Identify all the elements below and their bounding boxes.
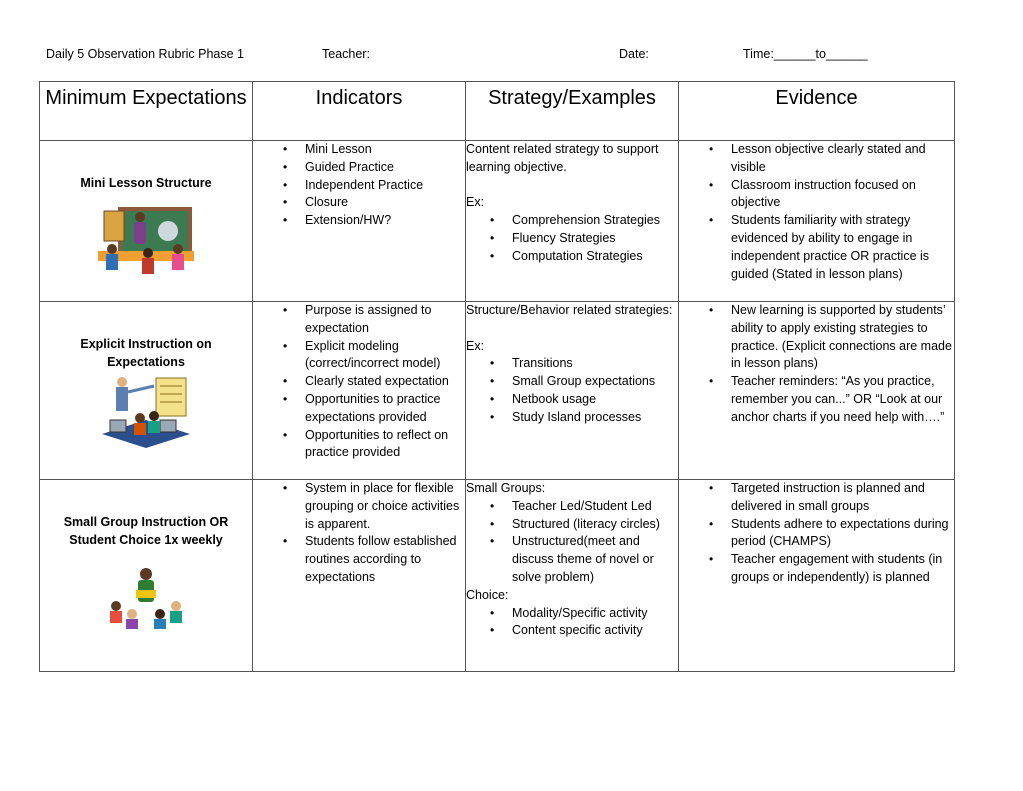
minimum-label: Small Group Instruction OR Student Choice 1x weekly xyxy=(63,515,229,547)
teacher-at-board-clipart xyxy=(96,205,196,277)
list-item: • Opportunities to reflect on practice provided xyxy=(253,427,465,463)
teacher-reading-to-group-clipart xyxy=(106,566,186,630)
teacher-label: Teacher: xyxy=(322,47,370,61)
list-item: • Explicit modeling (correct/incorrect model) xyxy=(253,338,465,374)
list-item: • Computation Strategies xyxy=(466,248,678,266)
list-item: • Opportunities to practice expectations provided xyxy=(253,391,465,427)
table-row xyxy=(40,480,955,672)
strategy-cell xyxy=(466,480,679,672)
indicators-cell xyxy=(253,141,466,302)
rubric-title: Daily 5 Observation Rubric Phase 1 xyxy=(46,47,245,61)
strategy-intro: Structure/Behavior related strategies: xyxy=(466,303,673,317)
list-item: • Purpose is assigned to expectation xyxy=(253,302,465,338)
list-item: • Lesson objective clearly stated and visible xyxy=(679,141,954,177)
list-item: • System in place for flexible grouping or choice activities is apparent. xyxy=(253,480,465,533)
evidence-cell xyxy=(679,302,955,480)
list-item: • Targeted instruction is planned and delivered in small groups xyxy=(679,480,954,516)
table-row xyxy=(40,302,955,480)
list-item: • Students familiarity with strategy evidenced by ability to engage in independent practice OR practice is guided (Stated in lesson plans) xyxy=(679,212,954,283)
list-item: • Comprehension Strategies xyxy=(466,212,678,230)
minimum-label: Explicit Instruction on Expectations xyxy=(80,337,212,369)
col-header-strategy: Strategy/Examples xyxy=(466,82,679,141)
list-item: • Extension/HW? xyxy=(253,212,465,230)
list-item: • Students follow established routines according to expectations xyxy=(253,533,465,586)
table-row xyxy=(40,141,955,302)
list-item: • Teacher Led/Student Led xyxy=(466,498,678,516)
strategy-cell xyxy=(466,141,679,302)
teacher-pointing-chart-clipart xyxy=(100,374,192,450)
list-item: • Transitions xyxy=(466,355,678,373)
list-item: • Mini Lesson xyxy=(253,141,465,159)
list-item: • Netbook usage xyxy=(466,391,678,409)
col-header-indicators: Indicators xyxy=(253,82,466,141)
indicators-cell xyxy=(253,302,466,480)
strategy-cell xyxy=(466,302,679,480)
list-item: • Small Group expectations xyxy=(466,373,678,391)
strategy-choice-label: Choice: xyxy=(466,587,509,602)
list-item: • Study Island processes xyxy=(466,409,678,427)
list-item: • Content specific activity xyxy=(466,622,678,640)
strategy-intro: Small Groups: xyxy=(466,481,546,495)
header-row xyxy=(40,82,955,141)
list-item: • Clearly stated expectation xyxy=(253,373,465,391)
rubric-table xyxy=(39,81,955,672)
list-item: • Independent Practice xyxy=(253,177,465,195)
minimum-label: Mini Lesson Structure xyxy=(80,176,212,190)
minimum-cell xyxy=(40,480,253,672)
col-header-minimum: Minimum Expectations xyxy=(40,82,253,141)
date-label: Date: xyxy=(619,47,649,61)
strategy-intro: Content related strategy to support learning objective. xyxy=(466,142,659,174)
list-item: • Unstructured(meet and discuss theme of novel or solve problem) xyxy=(466,533,678,586)
list-item: • Classroom instruction focused on objective xyxy=(679,177,954,213)
minimum-cell xyxy=(40,141,253,302)
evidence-cell xyxy=(679,480,955,672)
list-item: • Closure xyxy=(253,194,465,212)
list-item: • Fluency Strategies xyxy=(466,230,678,248)
minimum-cell xyxy=(40,302,253,480)
col-header-evidence: Evidence xyxy=(679,82,955,141)
evidence-cell xyxy=(679,141,955,302)
list-item: • Modality/Specific activity xyxy=(466,605,678,623)
strategy-ex-label: Ex: xyxy=(466,338,485,353)
list-item: • New learning is supported by students’ ability to apply existing strategies to practice. (Explicit connections are made in lesson plans) xyxy=(679,302,954,373)
list-item: • Teacher engagement with students (in groups or independently) is planned xyxy=(679,551,954,587)
list-item: • Students adhere to expectations during period (CHAMPS) xyxy=(679,516,954,552)
list-item: • Teacher reminders: “As you practice, remember you can...” OR “Look at our anchor charts if you need help with….” xyxy=(679,373,954,426)
strategy-ex-label: Ex: xyxy=(466,195,485,210)
list-item: • Structured (literacy circles) xyxy=(466,516,678,534)
indicators-cell xyxy=(253,480,466,672)
list-item: • Guided Practice xyxy=(253,159,465,177)
time-label: Time:______to______ xyxy=(743,47,868,61)
